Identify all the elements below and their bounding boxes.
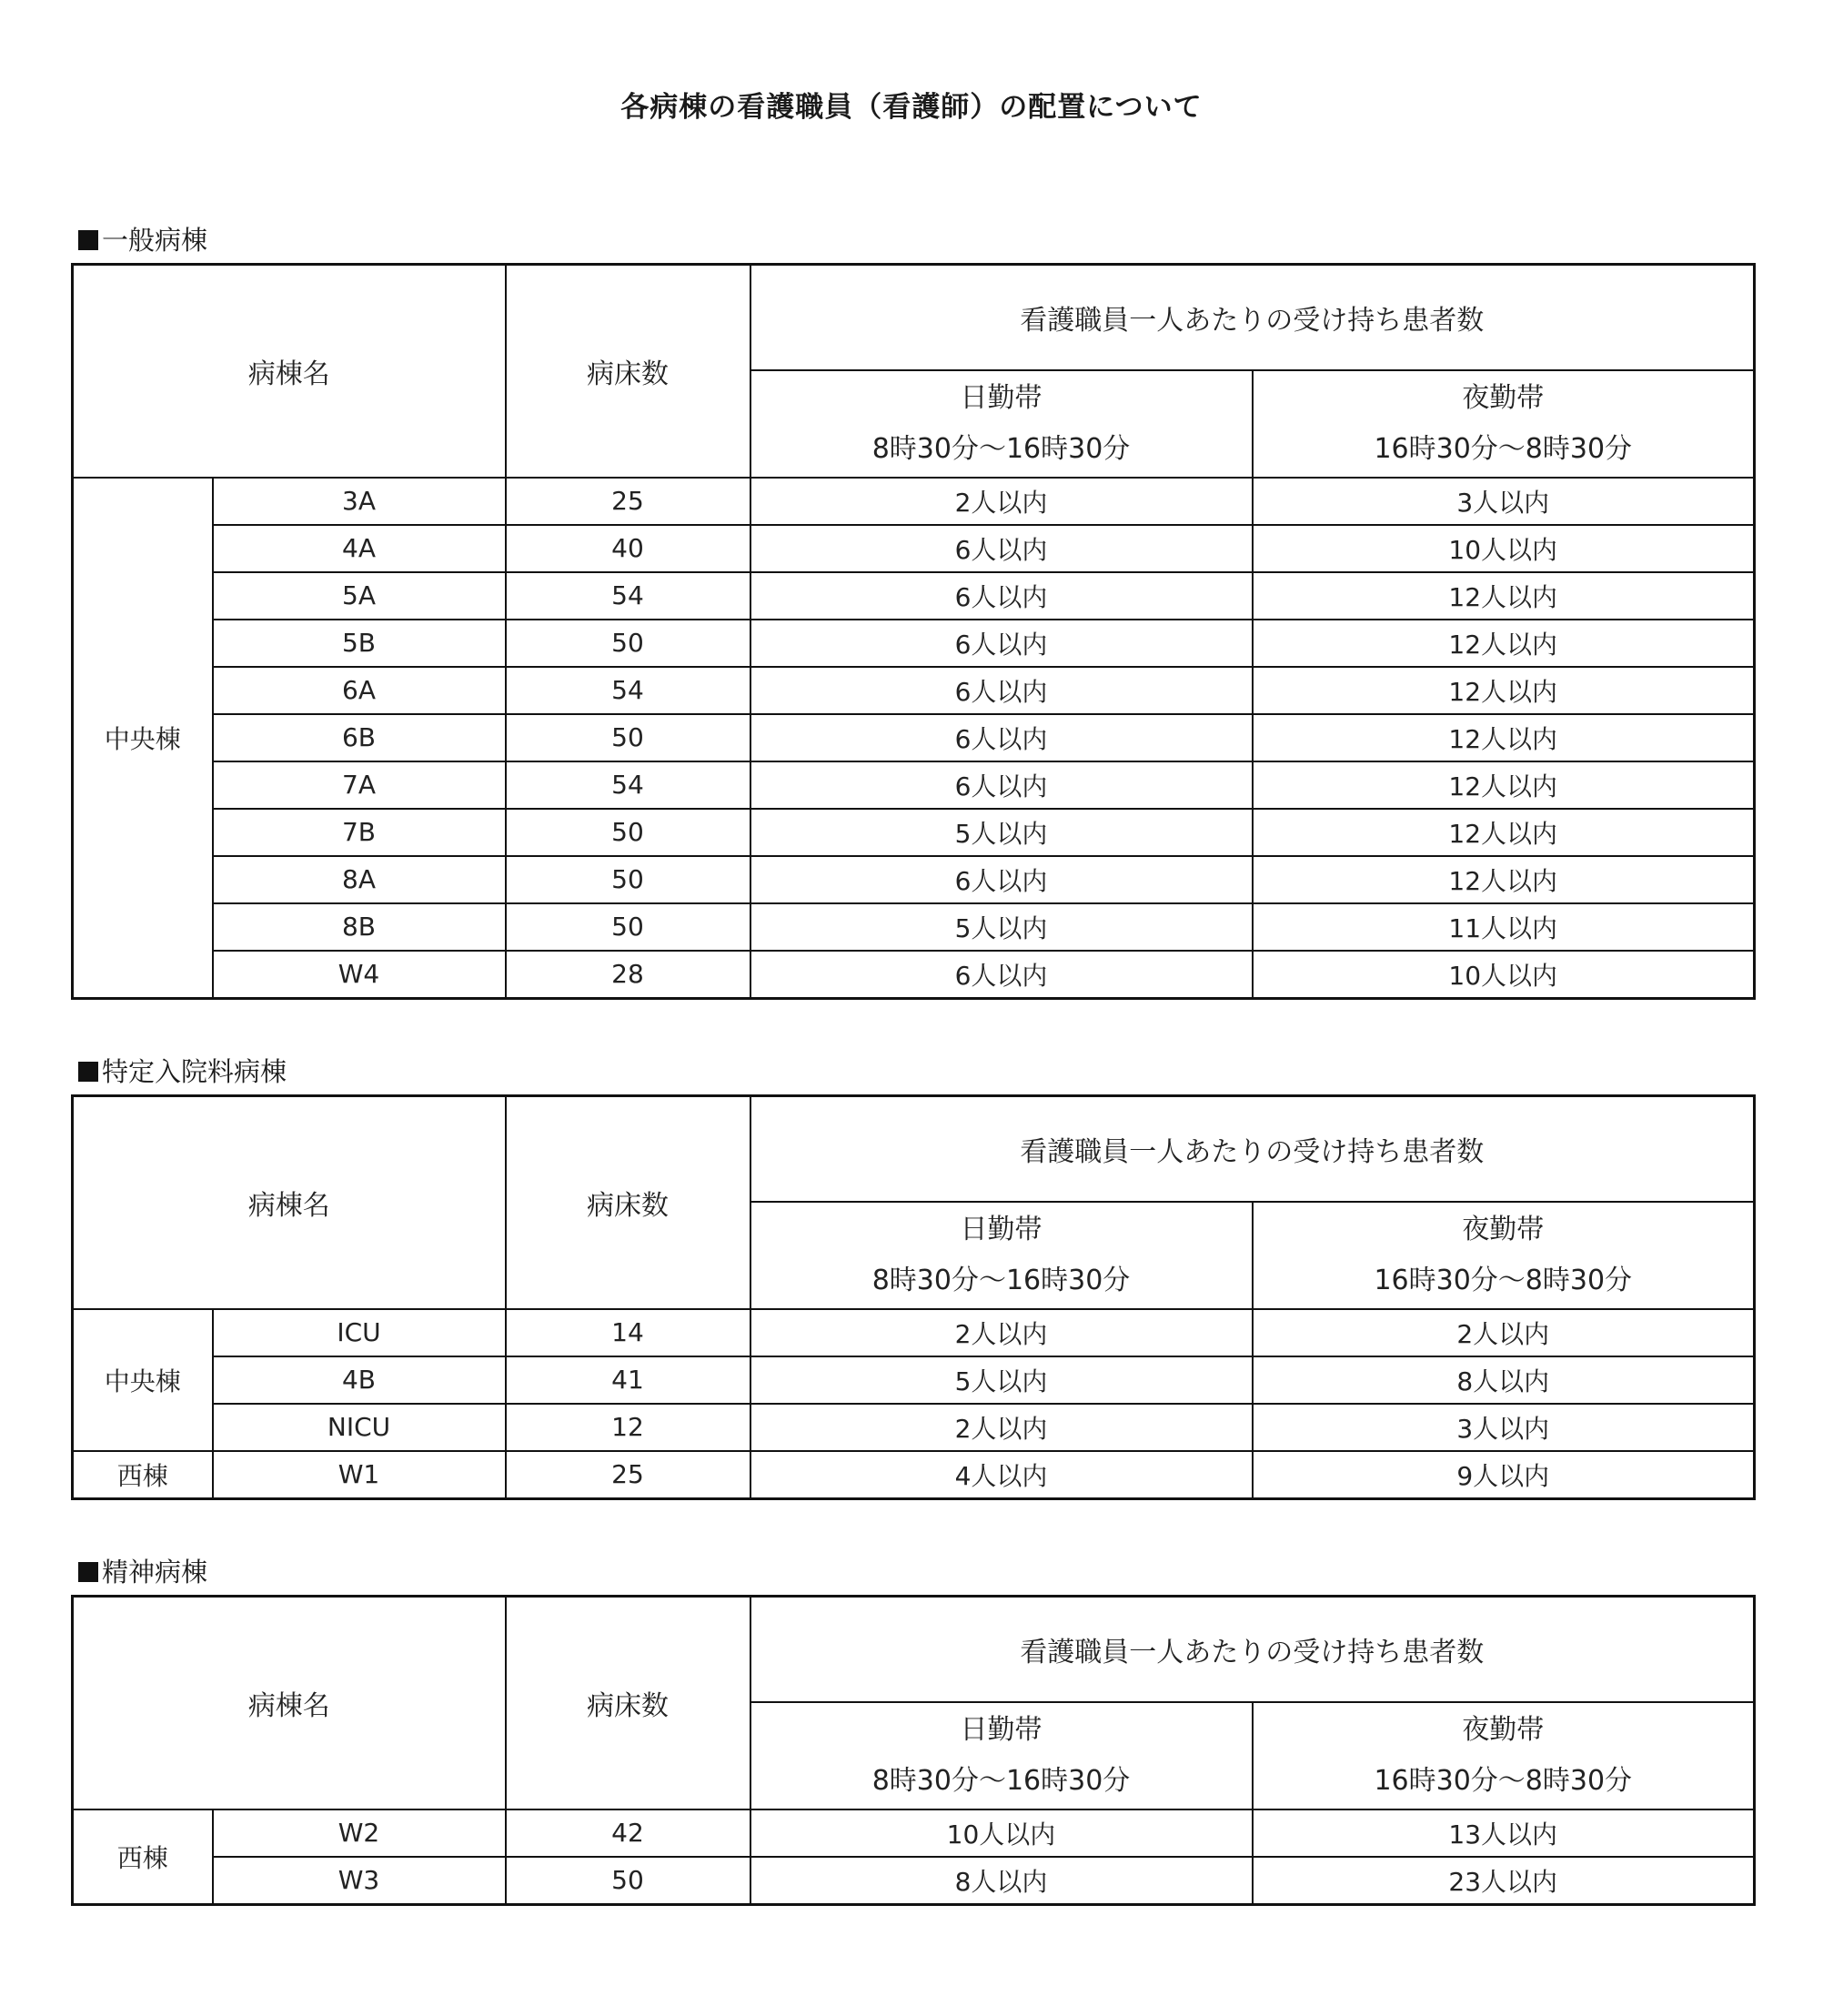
bed-count-header: 病床数 [506,1096,750,1309]
night-shift-label: 夜勤帯 [1462,381,1545,414]
table-row [73,714,1755,761]
bed-count-header: 病床数 [506,265,750,478]
night-cell: 11人以内 [1253,903,1755,951]
day-cell: 2人以内 [750,478,1253,525]
ward-cell: 3A [213,478,506,525]
table-row [73,620,1755,667]
night-cell: 12人以内 [1253,761,1755,809]
beds-cell: 54 [506,572,750,620]
section-label-psychiatric [78,1559,207,1586]
table-row [73,761,1755,809]
section-label-general [78,227,207,254]
day-cell: 5人以内 [750,1356,1253,1404]
ward-name-header: 病棟名 [73,1597,506,1809]
night-cell: 12人以内 [1253,856,1755,903]
night-shift-time: 16時30分～8時30分 [1374,1264,1633,1296]
day-shift-header [750,370,1253,478]
beds-cell: 54 [506,761,750,809]
beds-cell: 25 [506,478,750,525]
ward-cell: ICU [213,1309,506,1356]
day-cell: 6人以内 [750,951,1253,999]
beds-cell: 42 [506,1809,750,1857]
ward-cell: 6A [213,667,506,714]
beds-cell: 50 [506,1857,750,1905]
night-cell: 9人以内 [1253,1451,1755,1499]
beds-cell: 25 [506,1451,750,1499]
ward-cell: W4 [213,951,506,999]
building-cell: 中央棟 [73,1309,213,1451]
building-cell: 西棟 [73,1451,213,1499]
day-cell: 6人以内 [750,714,1253,761]
table-row [73,856,1755,903]
patients-per-nurse-header: 看護職員一人あたりの受け持ち患者数 [750,1096,1755,1202]
ward-cell: 5A [213,572,506,620]
section-label-text: 精神病棟 [102,1557,208,1588]
day-cell: 6人以内 [750,856,1253,903]
day-cell: 10人以内 [750,1809,1253,1857]
night-cell: 12人以内 [1253,809,1755,856]
night-cell: 12人以内 [1253,572,1755,620]
night-shift-header [1253,370,1755,478]
table-row [73,1809,1755,1857]
table-row [73,1857,1755,1905]
day-shift-label: 日勤帯 [960,381,1042,414]
table-row [73,572,1755,620]
ward-cell: 7A [213,761,506,809]
night-shift-label: 夜勤帯 [1462,1213,1545,1245]
ward-cell: 7B [213,809,506,856]
night-shift-header [1253,1202,1755,1309]
night-cell: 2人以内 [1253,1309,1755,1356]
night-cell: 10人以内 [1253,951,1755,999]
square-bullet-icon [78,1562,98,1582]
day-cell: 5人以内 [750,903,1253,951]
square-bullet-icon [78,1062,98,1082]
night-cell: 13人以内 [1253,1809,1755,1857]
day-shift-time: 8時30分～16時30分 [871,1264,1131,1296]
night-cell: 3人以内 [1253,478,1755,525]
ward-cell: NICU [213,1404,506,1451]
day-cell: 6人以内 [750,525,1253,572]
day-cell: 2人以内 [750,1404,1253,1451]
night-cell: 8人以内 [1253,1356,1755,1404]
day-cell: 6人以内 [750,572,1253,620]
beds-cell: 40 [506,525,750,572]
section-label-specific [78,1056,287,1087]
ward-table-psychiatric [71,1595,1756,1906]
day-shift-header [750,1702,1253,1809]
table-row [73,1451,1755,1499]
night-cell: 10人以内 [1253,525,1755,572]
beds-cell: 50 [506,714,750,761]
day-cell: 2人以内 [750,1309,1253,1356]
table-row [73,1356,1755,1404]
square-bullet-icon [78,230,98,250]
table-row [73,1404,1755,1451]
bed-count-header: 病床数 [506,1597,750,1809]
section-label-text: 特定入院料病棟 [102,1056,287,1087]
table-row [73,903,1755,951]
day-shift-label: 日勤帯 [960,1713,1042,1746]
night-shift-label: 夜勤帯 [1462,1713,1545,1746]
day-shift-time: 8時30分～16時30分 [871,432,1131,465]
day-cell: 6人以内 [750,761,1253,809]
ward-name-header: 病棟名 [73,265,506,478]
ward-cell: 5B [213,620,506,667]
beds-cell: 14 [506,1309,750,1356]
night-cell: 3人以内 [1253,1404,1755,1451]
patients-per-nurse-header: 看護職員一人あたりの受け持ち患者数 [750,1597,1755,1702]
beds-cell: 50 [506,903,750,951]
day-cell: 6人以内 [750,667,1253,714]
day-shift-header [750,1202,1253,1309]
ward-cell: 8B [213,903,506,951]
day-shift-label: 日勤帯 [960,1213,1042,1245]
ward-cell: W2 [213,1809,506,1857]
building-cell: 西棟 [73,1809,213,1905]
section-label-text: 一般病棟 [102,225,208,256]
table-row [73,525,1755,572]
beds-cell: 12 [506,1404,750,1451]
beds-cell: 50 [506,620,750,667]
patients-per-nurse-header: 看護職員一人あたりの受け持ち患者数 [750,265,1755,370]
night-shift-header [1253,1702,1755,1809]
ward-cell: 6B [213,714,506,761]
day-shift-time: 8時30分～16時30分 [871,1764,1131,1797]
table-row [73,478,1755,525]
night-shift-time: 16時30分～8時30分 [1374,432,1633,465]
night-cell: 12人以内 [1253,714,1755,761]
day-cell: 8人以内 [750,1857,1253,1905]
night-cell: 12人以内 [1253,620,1755,667]
beds-cell: 50 [506,809,750,856]
ward-table-specific [71,1094,1756,1500]
beds-cell: 41 [506,1356,750,1404]
night-cell: 12人以内 [1253,667,1755,714]
ward-cell: W3 [213,1857,506,1905]
beds-cell: 54 [506,667,750,714]
night-shift-time: 16時30分～8時30分 [1374,1764,1633,1797]
ward-table-general [71,263,1756,1000]
beds-cell: 28 [506,951,750,999]
table-row [73,667,1755,714]
ward-cell: 4B [213,1356,506,1404]
beds-cell: 50 [506,856,750,903]
ward-name-header: 病棟名 [73,1096,506,1309]
ward-cell: 4A [213,525,506,572]
table-row [73,809,1755,856]
table-row [73,951,1755,999]
page-title: 各病棟の看護職員（看護師）の配置について [620,91,1203,124]
night-cell: 23人以内 [1253,1857,1755,1905]
day-cell: 5人以内 [750,809,1253,856]
building-cell: 中央棟 [73,478,213,999]
day-cell: 4人以内 [750,1451,1253,1499]
ward-cell: W1 [213,1451,506,1499]
day-cell: 6人以内 [750,620,1253,667]
ward-cell: 8A [213,856,506,903]
table-row [73,1309,1755,1356]
